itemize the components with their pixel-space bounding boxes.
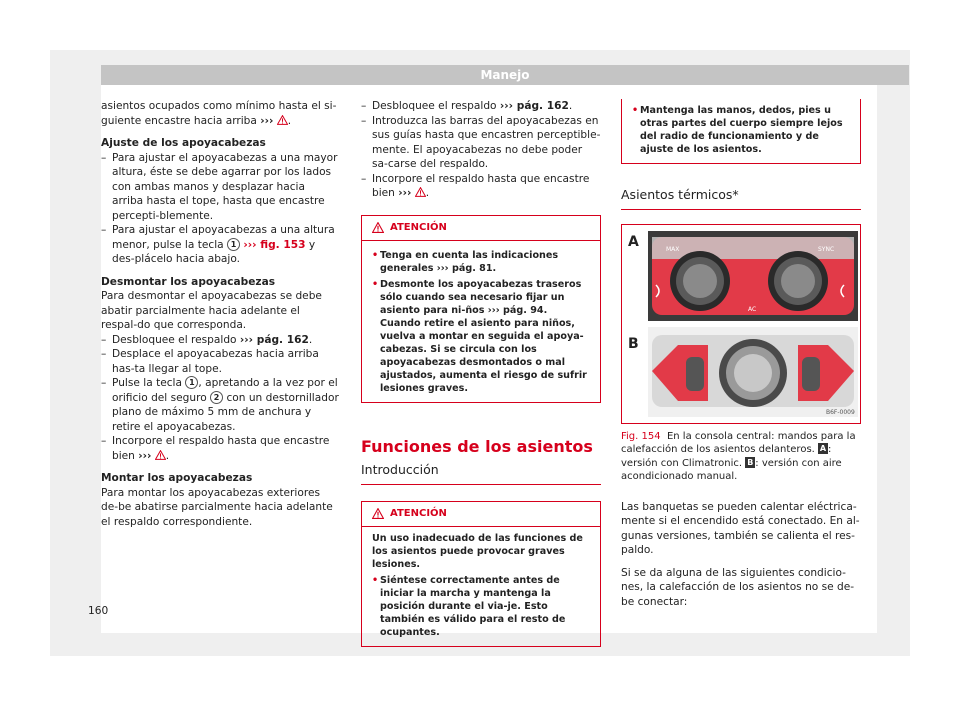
cross-ref-arrows: ›››	[260, 114, 274, 127]
warning-title: ATENCIÓN	[390, 221, 447, 233]
page-number: 160	[88, 605, 109, 617]
warning-bullet: • Tenga en cuenta las indicaciones generales ››› pág. 81.	[372, 249, 590, 275]
key-number-badge: 2	[210, 391, 223, 404]
page-link[interactable]: ››› pág. 94	[487, 305, 544, 316]
list-item: – Desbloquee el respaldo ››› pág. 162.	[361, 99, 601, 114]
warning-box-continued	[621, 99, 861, 164]
warning-triangle-icon	[372, 222, 384, 233]
svg-text:AC: AC	[748, 305, 757, 313]
list-item: – Desbloquee el respaldo ››› pág. 162.	[101, 333, 339, 348]
page-content	[101, 85, 877, 638]
list-item: – Introduzca las barras del apoyacabezas en sus guías hasta que encastren perceptible-mente. El apoyacabezas no debe poder sa-carse del respaldo.	[361, 114, 601, 172]
heading-adjust: Ajuste de los apoyacabezas	[101, 137, 266, 149]
list-item: – Desplace el apoyacabezas hacia arriba has-ta llegar al tope.	[101, 347, 339, 376]
section-subtitle: Asientos térmicos*	[621, 188, 861, 210]
warning-triangle-icon	[155, 450, 166, 460]
list-item: – Pulse la tecla 1 , apretando a la vez por el orificio del seguro 2 con un destornillador plano de máximo 5 mm de anchura y retire el apoyacabezas.	[101, 376, 339, 434]
svg-text:B6F-0009: B6F-0009	[826, 408, 855, 416]
section-subtitle: Introducción	[361, 463, 601, 485]
list-item: – Para ajustar el apoyacabezas a una mayor altura, éste se debe agarrar por los lados con ambas manos y desplazar hacia arriba hasta el tope, hasta que encastre percepti-blemente.	[101, 151, 339, 224]
paragraph: Si se da alguna de las siguientes condicio-nes, la calefacción de los asientos no se de-be conectar:	[621, 566, 855, 608]
figure-link[interactable]: ››› fig. 153	[243, 238, 306, 251]
list-item: – Para ajustar el apoyacabezas a una altura menor, pulse la tecla 1 ››› fig. 153 y des-plácelo hacia abajo.	[101, 223, 339, 267]
figure-label-b: B	[628, 335, 639, 352]
warning-box	[361, 215, 601, 404]
figure-label-a: A	[628, 233, 639, 250]
warning-bullet: • Mantenga las manos, dedos, pies u otras partes del cuerpo siempre lejos del radio de funcionamiento y de ajuste de los asientos.	[632, 104, 850, 156]
paragraph: Las banquetas se pueden calentar eléctrica-mente si el encendido está conectado. En al-gunas versiones, también se calienta el res-paldo.	[621, 500, 860, 556]
paragraph: asientos ocupados como mínimo hasta el si-guiente encastre hacia arriba ››› .	[101, 100, 337, 127]
warning-box	[361, 501, 601, 648]
warning-bullet: • Siéntese correctamente antes de iniciar la marcha y mantenga la posición durante el via-je. Esto también es válido para el resto de ocupantes.	[372, 574, 590, 639]
key-number-badge: 1	[227, 238, 240, 251]
page-header: Manejo	[101, 65, 909, 85]
warning-triangle-icon	[415, 187, 426, 197]
paragraph: Para montar los apoyacabezas exteriores de-be abatirse parcialmente hacia adelante el respaldo correspondiente.	[101, 486, 333, 528]
figure-seat-heating-controls	[621, 224, 861, 424]
heading-remove: Desmontar los apoyacabezas	[101, 275, 276, 288]
page-link[interactable]: ››› pág. 162	[239, 333, 309, 346]
warning-bullet: • Desmonte los apoyacabezas traseros sólo cuando sea necesario fijar un asiento para ni-ños ››› pág. 94. Cuando retire el asiento para niños, vuelva a montar en seguida el apoya-cabezas. Si se circula con los apoyacabezas desmontados o mal ajustados, aumenta el riesgo de sufrir lesiones graves.	[372, 278, 590, 395]
figure-caption: Fig. 154 En la consola central: mandos para la calefacción de los asientos delanteros. A : versión con Climatronic. B : versión con aire acondicionado manual.	[621, 430, 856, 482]
page-link[interactable]: ››› pág. 162	[499, 100, 569, 112]
column-left	[101, 99, 339, 529]
svg-text:MAX: MAX	[666, 245, 680, 253]
console-controls-illustration	[648, 231, 858, 417]
warning-triangle-icon	[277, 115, 288, 125]
page-frame	[50, 50, 910, 656]
list-item: – Incorpore el respaldo hasta que encastre bien ››› .	[361, 172, 601, 201]
warning-title: ATENCIÓN	[390, 507, 447, 519]
key-number-badge: 1	[185, 376, 198, 389]
warning-triangle-icon	[372, 508, 384, 519]
svg-text:SYNC: SYNC	[818, 245, 835, 253]
column-right	[621, 99, 861, 609]
column-middle	[361, 99, 601, 647]
heading-mount: Montar los apoyacabezas	[101, 472, 253, 484]
paragraph: Para desmontar el apoyacabezas se debe abatir parcialmente hacia adelante el respal-do que corresponda.	[101, 290, 322, 331]
warning-text: Un uso inadecuado de las funciones de los asientos puede provocar graves lesiones.	[372, 533, 583, 570]
list-item: – Incorpore el respaldo hasta que encastre bien ››› .	[101, 434, 339, 463]
section-title: Funciones de los asientos	[361, 437, 593, 456]
page-link[interactable]: ››› pág. 81	[436, 263, 493, 274]
